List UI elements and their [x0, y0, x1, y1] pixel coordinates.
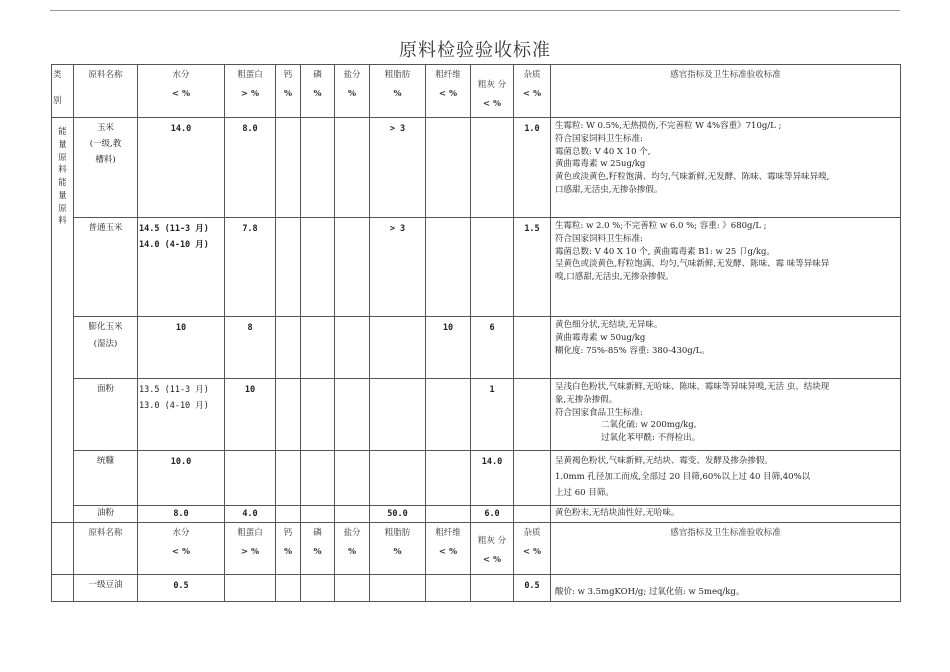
- desc-line: 呈黄色或淡黄色,籽粒饱满、均匀,气味新鲜,无发酵、陈味、霉 味等异味异: [555, 259, 830, 270]
- desc-line: 生霉粒: W 0.5%,无热损伤,不完善粒 W 4%容重》710g/L ;: [555, 121, 782, 131]
- cell-phosphorus: [301, 317, 335, 379]
- cell-calcium: [276, 118, 301, 218]
- header-salt: [335, 65, 370, 118]
- desc-line: 霉菌总数: V 40 X 10 个, 黄曲霉毒素 B1: w 25 卩g/kg。: [555, 246, 775, 257]
- header-water: [138, 65, 225, 118]
- header-fiber-label: 粗纤维: [435, 70, 461, 80]
- row-name-line: 槽料): [95, 154, 116, 165]
- cell-calcium: [276, 317, 301, 379]
- desc-line: 黄色粉末,无结块油性好,无哈味。: [555, 508, 680, 518]
- cell-impurity: 1.0: [514, 118, 551, 218]
- desc-line: 酸价: w 3.5mgKOH/g; 过氧化值: w 5meq/kg。: [555, 587, 745, 597]
- cell-protein: 4.0: [225, 506, 276, 523]
- desc-line: 黄曲霉毒素 w 50ug/kg: [555, 332, 646, 343]
- cell-fiber: [426, 506, 471, 523]
- cell-impurity: 1.5: [514, 218, 551, 317]
- header-phosphorus: [301, 523, 335, 575]
- header-category-l2: 别: [53, 95, 62, 106]
- cell-water: 8.0: [138, 506, 225, 523]
- cell-ash: [471, 575, 514, 602]
- cell-sensory: [551, 317, 901, 379]
- header-protein: [225, 65, 276, 118]
- header-salt: [335, 523, 370, 575]
- header-salt-unit: %: [347, 88, 357, 99]
- cell-protein: 8: [225, 317, 276, 379]
- header-ash: [471, 65, 514, 118]
- header-impurity-label: 杂质: [523, 70, 541, 80]
- cell-impurity: [514, 379, 551, 451]
- header-fiber: [426, 65, 471, 118]
- category-char: 量: [58, 190, 67, 201]
- header-impurity: [514, 523, 551, 575]
- cell-sensory: [551, 379, 901, 451]
- cell-calcium: [276, 218, 301, 317]
- header-salt-label: 盐分: [343, 528, 361, 538]
- header-fat-unit: %: [393, 546, 402, 557]
- header-fiber-unit: < %: [438, 88, 458, 99]
- header-salt-label: 盐分: [343, 70, 361, 80]
- desc-line: 1.0mm 孔径加工而成,全部过 20 目筛,60%以上过 40 目筛,40%以: [555, 472, 811, 483]
- cell-water: 0.5: [138, 575, 225, 602]
- table-row: [52, 118, 901, 218]
- header-calcium-unit: %: [283, 88, 293, 99]
- cell-fat: 50.0: [370, 506, 426, 523]
- row-name-line: 一级豆油: [88, 580, 123, 590]
- category-char: 原: [58, 152, 67, 163]
- row-name: [74, 317, 138, 379]
- cell-category-blank: [52, 575, 74, 602]
- cell-sensory: [551, 118, 901, 218]
- header-phosphorus: [301, 65, 335, 118]
- cell-calcium: [276, 379, 301, 451]
- cell-salt: [335, 379, 370, 451]
- desc-line: 上过 60 目筛。: [555, 488, 614, 499]
- header-calcium: [276, 65, 301, 118]
- header-water-unit: < %: [171, 88, 191, 99]
- header-row: [52, 65, 901, 118]
- table-row: [52, 451, 901, 506]
- desc-line: 符合国家饲料卫生标准:: [555, 233, 643, 244]
- header-fiber-unit: < %: [438, 546, 458, 557]
- cell-ash: [471, 218, 514, 317]
- desc-line: 糊化度: 75%-85% 容重: 380-430g/L。: [555, 345, 710, 356]
- category-char: 能: [58, 178, 67, 188]
- cell-phosphorus: [301, 379, 335, 451]
- header-calcium-label: 钙: [283, 528, 293, 538]
- cell-water: 10.0: [138, 451, 225, 506]
- header-protein-label: 粗蛋白: [237, 70, 263, 80]
- cell-impurity: [514, 506, 551, 523]
- cell-impurity: [514, 317, 551, 379]
- category-energy-feed: [52, 118, 74, 523]
- cell-ash: 6: [471, 317, 514, 379]
- header-fiber: [426, 523, 471, 575]
- cell-phosphorus: [301, 575, 335, 602]
- table-row: [52, 218, 901, 317]
- cell-fat: > 3: [370, 118, 426, 218]
- header-fat-label: 粗脂肪: [384, 528, 411, 538]
- water-line: 13.5 (11-3 月): [139, 385, 209, 395]
- cell-salt: [335, 506, 370, 523]
- header-row-repeat: [52, 523, 901, 575]
- desc-line: 黄色细分状,无结块,无异味。: [555, 320, 663, 330]
- desc-line: 符合国家饲料卫生标准:: [555, 133, 643, 144]
- cell-impurity: 0.5: [514, 575, 551, 602]
- category-char: 原: [58, 203, 67, 214]
- cell-fiber: [426, 218, 471, 317]
- cell-salt: [335, 317, 370, 379]
- category-char: 能: [58, 127, 67, 137]
- header-ash: [471, 523, 514, 575]
- cell-sensory: [551, 506, 901, 523]
- header-impurity: [514, 65, 551, 118]
- row-name: [74, 218, 138, 317]
- cell-water: [138, 379, 225, 451]
- desc-line: 黄色或淡黄色,籽粒饱满、均匀,气味新鲜,无发酵、陈味、霉味等异味异嗅,: [555, 172, 830, 182]
- header-impurity-label: 杂质: [523, 528, 541, 538]
- desc-line: 呈黄褐色粉状,气味新鲜,无结块、霉变、发酵及掺杂掺假。: [555, 456, 773, 466]
- table-row: [52, 379, 901, 451]
- table-row: [52, 575, 901, 602]
- desc-line: 象,无掺杂掺假。: [555, 394, 618, 405]
- header-protein-label: 粗蛋白: [237, 528, 263, 538]
- cell-calcium: [276, 451, 301, 506]
- desc-line: 霉菌总数: V 40 X 10 个,: [555, 146, 651, 157]
- header-water: [138, 523, 225, 575]
- cell-salt: [335, 451, 370, 506]
- header-protein-unit: > %: [240, 546, 260, 557]
- header-ash-label: 粗灰 分: [477, 80, 507, 90]
- cell-fat: [370, 451, 426, 506]
- header-category-blank: [52, 523, 74, 575]
- header-calcium: [276, 523, 301, 575]
- cell-protein: 8.0: [225, 118, 276, 218]
- cell-salt: [335, 118, 370, 218]
- cell-fiber: 10: [426, 317, 471, 379]
- header-impurity-unit: < %: [522, 88, 542, 99]
- cell-ash: 14.0: [471, 451, 514, 506]
- header-water-label: 水分: [172, 70, 190, 80]
- water-line: 13.0 (4-10 月): [139, 400, 209, 411]
- desc-line: 呈浅白色粉状,气味新鲜,无哈味、陈味、霉味等异味异嗅,无活 虫、结块现: [555, 382, 830, 392]
- desc-line: 二氧化硫: w 200mg/kg,: [601, 420, 697, 431]
- cell-protein: [225, 451, 276, 506]
- cell-sensory: [551, 218, 901, 317]
- row-name: [74, 379, 138, 451]
- cell-phosphorus: [301, 451, 335, 506]
- category-char: 料: [58, 216, 67, 227]
- header-protein-unit: > %: [240, 88, 260, 99]
- header-fat-unit: %: [393, 88, 402, 99]
- cell-phosphorus: [301, 506, 335, 523]
- row-name-line: 玉米: [96, 123, 114, 133]
- header-sensory: 感官指标及卫生标准验收标准: [551, 65, 901, 118]
- cell-protein: [225, 575, 276, 602]
- page-title: 原料检验验收标准: [399, 40, 551, 61]
- header-fat-label: 粗脂肪: [384, 70, 411, 80]
- desc-line: 黄曲霉毒素 w 25ug/kg: [555, 159, 646, 170]
- row-name: [74, 575, 138, 602]
- category-char: 量: [58, 139, 67, 150]
- desc-line: 嗅,口感甜,无活虫,无掺杂掺假。: [555, 272, 674, 282]
- cell-protein: 10: [225, 379, 276, 451]
- cell-fiber: [426, 379, 471, 451]
- header-name: 原料名称: [74, 523, 138, 575]
- standards-table: [51, 64, 901, 602]
- desc-line: 生霉粒: w 2.0 %;不完善粒 w 6.0 %; 容重: 》680g/L ;: [555, 221, 767, 231]
- category-char: 料: [58, 165, 67, 176]
- header-water-unit: < %: [171, 546, 191, 557]
- cell-ash: [471, 118, 514, 218]
- table-row: [52, 506, 901, 523]
- cell-water: [138, 218, 225, 317]
- water-line: 14.0 (4-10 月): [139, 239, 209, 250]
- header-impurity-unit: < %: [522, 546, 542, 557]
- row-name: [74, 451, 138, 506]
- header-fiber-label: 粗纤维: [435, 528, 461, 538]
- header-phosphorus-unit: %: [313, 88, 322, 99]
- row-name-line: (一级,教: [89, 138, 122, 149]
- header-category: [52, 65, 74, 118]
- header-sensory: 感官指标及卫生标准验收标准: [551, 523, 901, 575]
- cell-sensory: [551, 575, 901, 602]
- row-name-line: 统糠: [96, 456, 114, 466]
- cell-fat: [370, 575, 426, 602]
- header-calcium-unit: %: [283, 546, 293, 557]
- header-ash-unit: < %: [482, 554, 502, 565]
- cell-fat: [370, 317, 426, 379]
- row-name-line: 膨化玉米: [88, 322, 123, 332]
- cell-fiber: [426, 118, 471, 218]
- row-name: [74, 506, 138, 523]
- header-category-l1: 类: [53, 70, 62, 80]
- header-ash-unit: < %: [482, 98, 502, 109]
- cell-impurity: [514, 451, 551, 506]
- header-protein: [225, 523, 276, 575]
- desc-line: 口感甜,无活虫,无掺杂掺假。: [555, 184, 663, 195]
- cell-water: 10: [138, 317, 225, 379]
- header-phosphorus-label: 磷: [313, 70, 322, 80]
- cell-ash: 1: [471, 379, 514, 451]
- desc-line: 过氧化苯甲酰: 不得检出。: [601, 433, 701, 443]
- cell-fiber: [426, 575, 471, 602]
- cell-fiber: [426, 451, 471, 506]
- header-fat: [370, 523, 426, 575]
- cell-fat: [370, 379, 426, 451]
- header-ash-label: 粗灰 分: [477, 536, 507, 546]
- table-row: [52, 317, 901, 379]
- header-phosphorus-unit: %: [313, 546, 322, 557]
- header-water-label: 水分: [172, 528, 190, 538]
- cell-phosphorus: [301, 118, 335, 218]
- cell-calcium: [276, 506, 301, 523]
- header-fat: [370, 65, 426, 118]
- top-rule: [50, 10, 900, 11]
- water-line: 14.5 (11-3 月): [139, 224, 209, 234]
- cell-sensory: [551, 451, 901, 506]
- cell-water: 14.0: [138, 118, 225, 218]
- row-name-line: (湿法): [93, 338, 118, 349]
- cell-calcium: [276, 575, 301, 602]
- header-calcium-label: 钙: [283, 70, 293, 80]
- row-name: [74, 118, 138, 218]
- cell-fat: > 3: [370, 218, 426, 317]
- cell-salt: [335, 575, 370, 602]
- header-salt-unit: %: [347, 546, 357, 557]
- cell-phosphorus: [301, 218, 335, 317]
- cell-ash: 6.0: [471, 506, 514, 523]
- row-name-line: 面粉: [96, 384, 114, 394]
- desc-line: 符合国家食品卫生标准:: [555, 407, 643, 418]
- header-name: 原料名称: [74, 65, 138, 118]
- row-name-line: 油粉: [96, 508, 114, 518]
- header-phosphorus-label: 磷: [313, 528, 322, 538]
- cell-protein: 7.8: [225, 218, 276, 317]
- row-name-line: 普通玉米: [88, 223, 123, 233]
- cell-salt: [335, 218, 370, 317]
